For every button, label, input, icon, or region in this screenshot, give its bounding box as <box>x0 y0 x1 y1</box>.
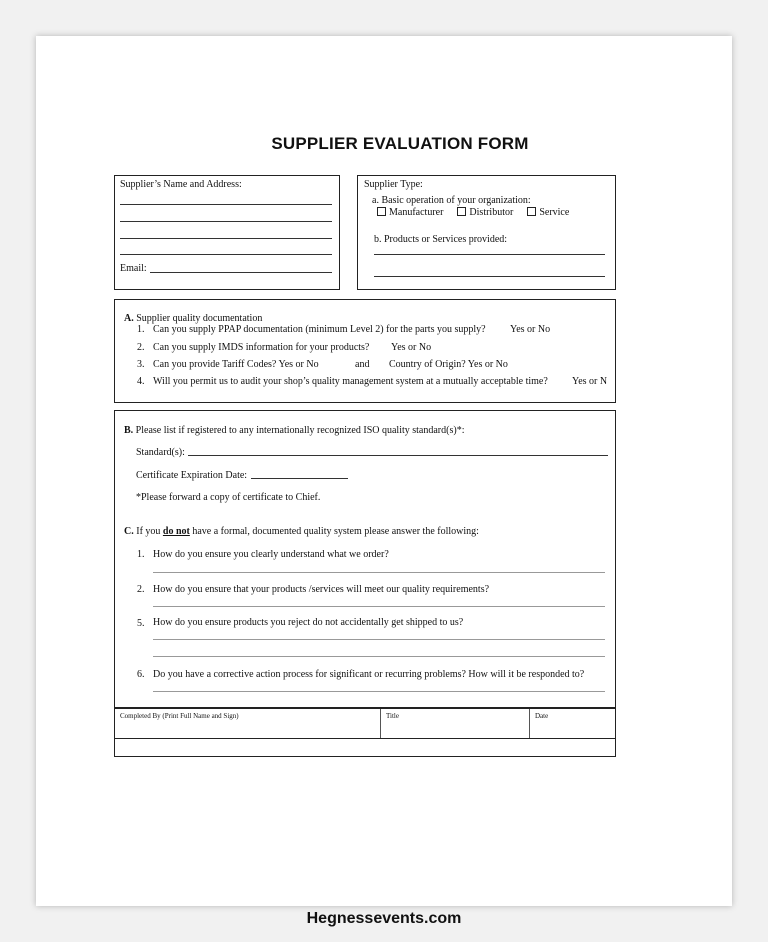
option-manufacturer[interactable]: Manufacturer <box>377 207 443 218</box>
email-label: Email: <box>120 263 147 274</box>
supplier-name-label: Supplier’s Name and Address: <box>120 179 242 190</box>
standards-line[interactable] <box>188 455 608 456</box>
products-line-1[interactable] <box>374 254 605 255</box>
checkbox-icon[interactable] <box>377 207 386 216</box>
operation-options <box>377 207 583 219</box>
a-item-1-text: Can you supply PPAP documentation (minimum Level 2) for the parts you supply? <box>153 324 486 335</box>
address-line-4[interactable] <box>120 254 332 255</box>
c-q6-text: Do you have a corrective action process for significant or recurring problems? How will it be responded to? <box>153 669 585 680</box>
c-q2-answer-line[interactable] <box>153 606 605 607</box>
a-item-1-num: 1. <box>137 324 145 335</box>
section-a-heading: A. Supplier quality documentation <box>124 313 263 324</box>
standards-label: Standard(s): <box>136 447 185 458</box>
a-item-2-num: 2. <box>137 342 145 353</box>
c-q6-num: 6. <box>137 669 145 680</box>
products-line-2[interactable] <box>374 276 605 277</box>
completed-by-label: Completed By (Print Full Name and Sign) <box>120 712 239 720</box>
checkbox-icon[interactable] <box>457 207 466 216</box>
section-b-heading: B. Please list if registered to any internationally recognized ISO quality standard(s)*: <box>124 425 465 436</box>
a-item-1-answer[interactable]: Yes or No <box>510 324 551 335</box>
a-item-3-and: and <box>355 359 370 370</box>
signoff-divider-2 <box>529 709 530 738</box>
cert-expiration-label: Certificate Expiration Date: <box>136 470 248 481</box>
form-title: SUPPLIER EVALUATION FORM <box>271 134 529 153</box>
supplier-type-label: Supplier Type: <box>364 179 423 190</box>
address-line-1[interactable] <box>120 204 332 205</box>
a-item-3-text[interactable]: Can you provide Tariff Codes? Yes or No <box>153 359 319 370</box>
c-q1-text: How do you ensure you clearly understand what we order? <box>153 549 389 560</box>
option-distributor[interactable]: Distributor <box>457 207 513 218</box>
title-label: Title <box>386 712 399 720</box>
email-line[interactable] <box>150 272 332 273</box>
a-item-4-num: 4. <box>137 376 145 387</box>
c-q6-answer-line[interactable] <box>153 691 605 692</box>
basic-operation-label: a. Basic operation of your organization: <box>372 195 531 206</box>
signoff-divider-1 <box>380 709 381 738</box>
c-q2-num: 2. <box>137 584 145 595</box>
c-q5-answer-line-1[interactable] <box>153 639 605 640</box>
signoff-row-divider <box>114 738 616 739</box>
a-item-3-num: 3. <box>137 359 145 370</box>
address-line-2[interactable] <box>120 221 332 222</box>
address-line-3[interactable] <box>120 238 332 239</box>
a-item-3-answer[interactable]: Country of Origin? Yes or No <box>389 359 508 370</box>
a-item-4-text: Will you permit us to audit your shop’s quality management system at a mutually acceptable time? <box>153 376 548 387</box>
products-label: b. Products or Services provided: <box>374 234 508 245</box>
date-label: Date <box>535 712 549 720</box>
certificate-note: *Please forward a copy of certificate to Chief. <box>136 492 321 503</box>
footer-watermark: Hegnessevents.com <box>306 910 462 927</box>
c-q5-num: 5. <box>137 618 145 629</box>
c-q5-answer-line-2[interactable] <box>153 656 605 657</box>
cert-expiration-line[interactable] <box>251 478 348 479</box>
supplier-type-box <box>357 175 616 290</box>
option-service[interactable]: Service <box>527 207 569 218</box>
c-q2-text: How do you ensure that your products /services will meet our quality requirements? <box>153 584 490 595</box>
c-q1-answer-line[interactable] <box>153 572 605 573</box>
c-q5-text: How do you ensure products you reject do not accidentally get shipped to us? <box>153 617 464 628</box>
checkbox-icon[interactable] <box>527 207 536 216</box>
a-item-2-answer[interactable]: Yes or No <box>391 342 432 353</box>
a-item-2-text: Can you supply IMDS information for your products? <box>153 342 370 353</box>
c-q1-num: 1. <box>137 549 145 560</box>
section-c-heading: C. If you do not have a formal, documented quality system please answer the following: <box>124 526 479 537</box>
a-item-4-answer[interactable]: Yes or N <box>572 376 608 387</box>
